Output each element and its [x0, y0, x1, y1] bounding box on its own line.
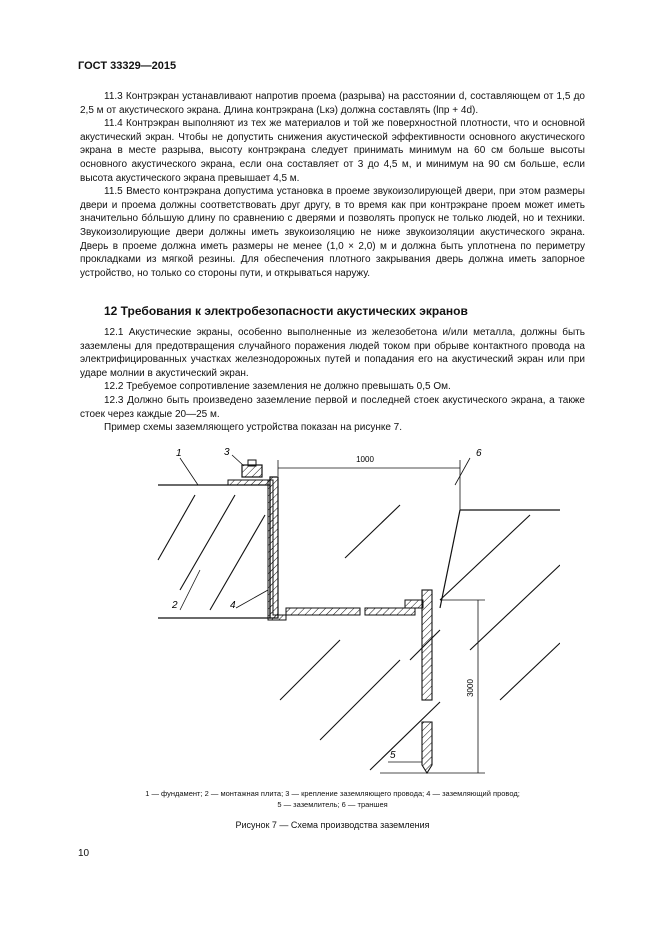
label-6: 6 — [476, 448, 482, 459]
mounting-plate-top — [228, 480, 270, 485]
section-11-text — [80, 90, 585, 280]
ground-hatch — [345, 505, 400, 558]
wire-fixing — [242, 465, 262, 477]
paragraph-12-3: 12.3 Должно быть произведено заземление первой и последней стоек акустического экрана, а также стоек через каждые 20—25 м. — [80, 394, 585, 420]
foundation-hatch — [210, 515, 265, 610]
leader-3 — [232, 455, 244, 466]
label-2: 2 — [172, 600, 178, 611]
figure-reference: Пример схемы заземляющего устройства показан на рисунке 7. — [104, 422, 403, 434]
grounding-diagram — [140, 440, 560, 790]
leader-1 — [180, 458, 198, 485]
leader-4 — [236, 590, 268, 608]
ground-wire-clamp — [405, 600, 423, 608]
ground-electrode-bottom — [422, 722, 432, 773]
paragraph-12-1: 12.1 Акустические экраны, особенно выполненные из железобетона и/или металла, должны быть заземлены для предотвращения случайного поражения людей током при обрыве контактного провода на электрифицированных участках железнодорожных путей и попадания его на акустический экран или при ударе молнии в акустический экран. — [80, 327, 585, 379]
ground-wire-connector — [365, 608, 415, 615]
leader-2 — [180, 570, 200, 610]
paragraph-11-3: 11.3 Контрэкран устанавливают напротив проема (разрыва) на расстоянии d, составляющем от 1,5 до 2,5 м от акустического экрана. Длина контрэкрана (Lкэ) должна составлять (lпр + 4d). — [80, 91, 585, 116]
paragraph-11-5: 11.5 Вместо контрэкрана допустима установка в проеме звукоизолирующей двери, при этом размеры двери и проема должны соответствовать друг другу, в то время как при контрэкране проем может иметь значительно бо́льшую длину по сравнению с дверями и позволять пропуск не только людей, но и техники. Звукоизолирующие двери должны иметь звукоизоляцию не ниже звукоизоляции акустического экрана. Дверь в проеме должна иметь размеры не менее (1,0 × 2,0) м и должна быть уплотнена по периметру прокладками из мягкой резины. Для обеспечения плотного закрывания дверь должна иметь запорное устройство, но только со стороны пути, и открываться наружу. — [80, 186, 585, 279]
section-12-heading: 12 Требования к электробезопасности акустических экранов — [104, 304, 468, 318]
legend-line-1: 1 — фундамент; 2 — монтажная плита; 3 — крепление заземляющего провода; 4 — заземляющий провод; — [145, 789, 520, 798]
label-5: 5 — [390, 750, 396, 761]
ground-hatch — [320, 660, 400, 740]
section-12-text — [80, 326, 585, 435]
trench-hatch — [470, 565, 560, 650]
label-1: 1 — [176, 448, 182, 459]
ground-hatch — [280, 640, 340, 700]
dim-height-label: 3000 — [466, 679, 475, 697]
dim-width-label: 1000 — [356, 455, 374, 464]
ground-electrode-top — [422, 590, 432, 700]
paragraph-12-2: 12.2 Требуемое сопротивление заземления не должно превышать 0,5 Ом. — [104, 381, 451, 393]
figure-caption: Рисунок 7 — Схема производства заземления — [235, 820, 430, 830]
trench-hatch — [500, 643, 560, 700]
page-number: 10 — [78, 848, 90, 859]
label-3: 3 — [224, 447, 230, 458]
document-header: ГОСТ 33329—2015 — [78, 60, 177, 72]
trench-wall — [440, 510, 460, 608]
paragraph-11-4: 11.4 Контрэкран выполняют из тех же материалов и той же поверхностной плотности, что и основной акустический экран. Чтобы не допустить снижения акустической эффективности основного акустического экрана в месте разрыва, высоту контрэкрана следует принимать минимум на 60 см больше высоты основного акустического экрана, если она составляет от 3 до 4,5 м, и минимум на 90 см больше, если высота акустического экрана превышает 4,5 м. — [80, 118, 585, 184]
figure-legend — [80, 788, 585, 810]
legend-line-2: 5 — заземлитель; 6 — траншея — [277, 800, 388, 809]
trench-hatch — [440, 515, 530, 600]
foundation-hatch — [180, 495, 235, 590]
leader-6 — [455, 458, 470, 485]
label-4: 4 — [230, 600, 236, 611]
foundation-hatch — [158, 495, 195, 560]
ground-wire-horizontal — [286, 608, 360, 615]
